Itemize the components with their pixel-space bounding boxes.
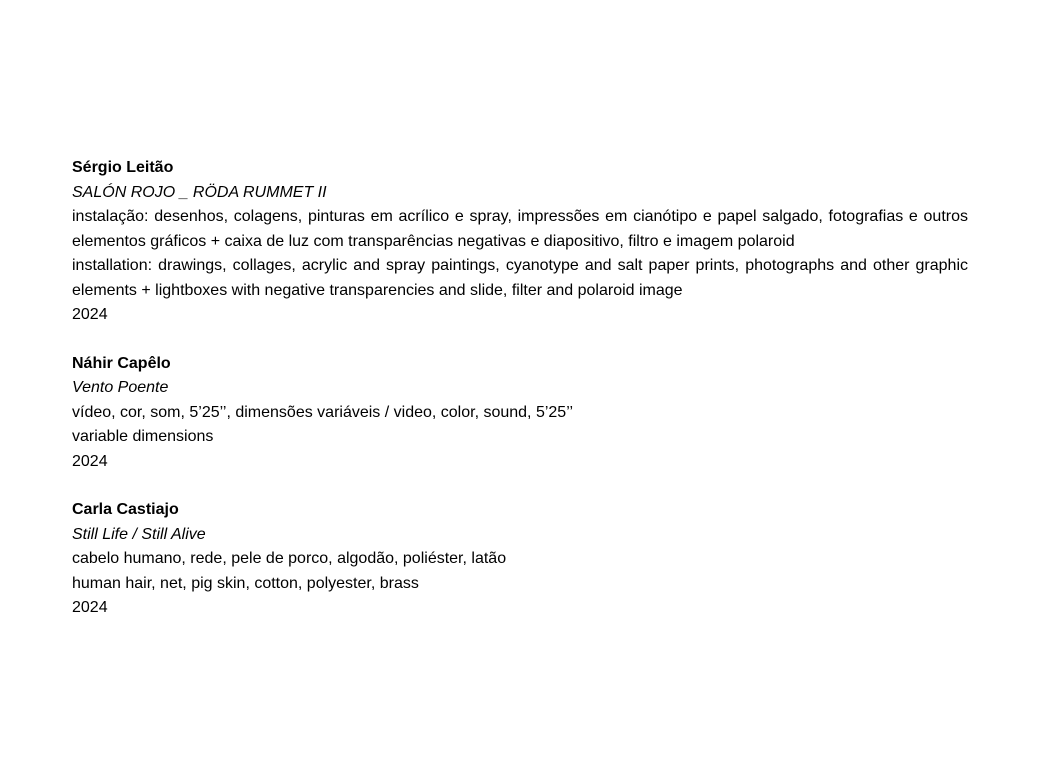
- artist-name: Carla Castiajo: [72, 501, 179, 518]
- artwork-title: SALÓN ROJO _ RÖDA RUMMET II: [72, 183, 327, 201]
- artist-name: Náhir Capêlo: [72, 354, 171, 372]
- artwork-title: Still Life / Still Alive: [72, 525, 206, 543]
- artwork-list: [72, 156, 968, 645]
- artwork-details: vídeo, cor, som, 5’25’’, dimensões variáveis / video, color, sound, 5’25’’: [72, 403, 574, 421]
- materials-portuguese: cabelo humano, rede, pele de porco, algodão, poliéster, latão: [72, 550, 507, 567]
- artist-name: Sérgio Leitão: [72, 159, 174, 176]
- artwork-year: 2024: [72, 599, 108, 616]
- materials-english: installation: drawings, collages, acrylic and spray paintings, cyanotype and salt paper prints, photographs and other graphic elements + lightboxes with negative transparencies and slide, filter and polaroid image: [72, 257, 968, 299]
- artwork-entry-nahir-capelo: [72, 352, 968, 475]
- materials-english: human hair, net, pig skin, cotton, polyester, brass: [72, 574, 419, 592]
- artwork-year: 2024: [72, 452, 108, 470]
- artwork-dimensions: variable dimensions: [72, 428, 214, 445]
- artwork-title: Vento Poente: [72, 379, 169, 396]
- artwork-entry-carla-castiajo: [72, 498, 968, 621]
- artwork-year: 2024: [72, 306, 108, 323]
- materials-portuguese: instalação: desenhos, colagens, pinturas em acrílico e spray, impressões em cianótipo e papel salgado, fotografias e outros elementos gráficos + caixa de luz com transparências negativas e diapositivo, filtro e imagem polaroid: [72, 208, 968, 250]
- artwork-entry-sergio-leitao: [72, 156, 968, 328]
